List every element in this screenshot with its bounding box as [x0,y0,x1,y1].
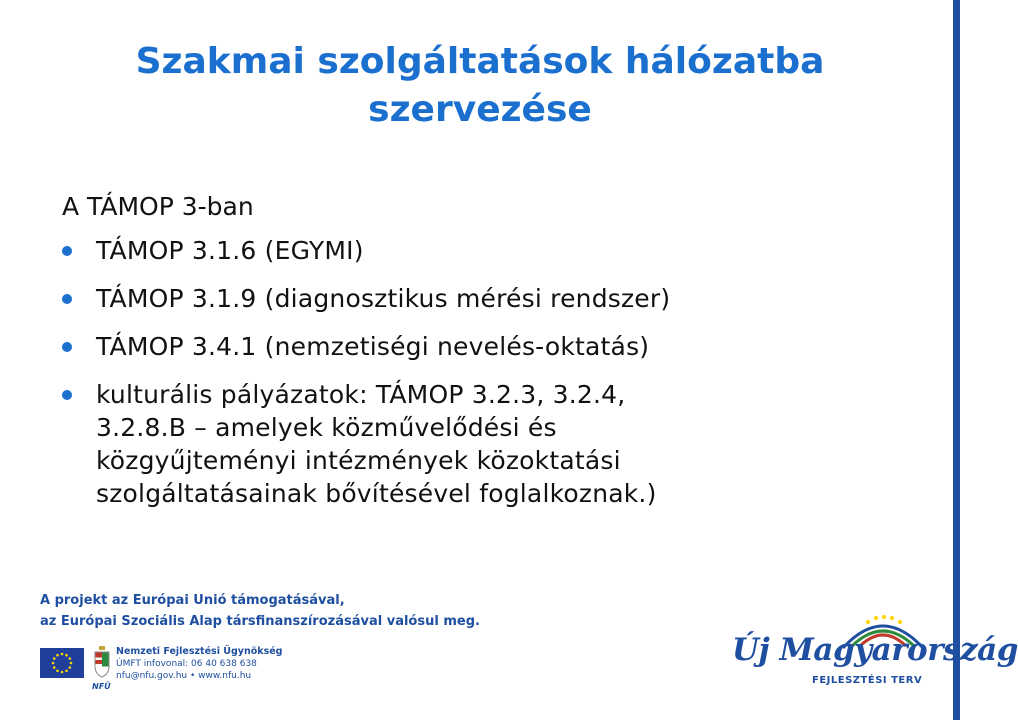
bullet-list [62,234,922,525]
logo-subtitle: FEJLESZTÉSI TERV [812,675,923,686]
bullet-dot-icon [62,246,72,256]
bullet-item [62,282,922,315]
bullet-dot-icon [62,342,72,352]
intro-text: A TÁMOP 3-ban [62,192,254,221]
bullet-text: TÁMOP 3.1.6 (EGYMI) [96,236,364,265]
eu-flag-icon [40,648,84,678]
bullet-text: TÁMOP 3.1.9 (diagnosztikus mérési rendszer) [96,284,671,313]
slide-title [0,38,960,134]
agency-name: Nemzeti Fejlesztési Ügynökség [116,646,283,657]
bullet-text-line: kulturális pályázatok: TÁMOP 3.2.3, 3.2.4, [96,380,626,409]
bullet-text: TÁMOP 3.4.1 (nemzetiségi nevelés-oktatás) [96,332,650,361]
nfu-mark: NFÜ [92,682,111,691]
bullet-text-line: közgyűjteményi intézmények közoktatási [96,446,621,475]
bullet-text-line: 3.2.8.B – amelyek közművelődési és [96,413,557,442]
bullet-item [62,234,922,267]
eu-funding-notice [40,590,480,632]
agency-web: nfu@nfu.gov.hu • www.nfu.hu [116,671,252,681]
uj-magyarorszag-logo [730,610,1018,694]
logo-script-text: Új Magyarország [732,632,1018,668]
nfu-agency-info [116,646,282,682]
title-line-1: Szakmai szolgáltatások hálózatba [135,41,825,82]
bullet-item [62,330,922,363]
funding-line-2: az Európai Szociális Alap társfinanszírozásával valósul meg. [40,614,480,629]
bullet-item [62,378,922,510]
bullet-dot-icon [62,390,72,400]
title-line-2: szervezése [368,89,592,130]
bullet-dot-icon [62,294,72,304]
bullet-text-line: szolgáltatásainak bővítésével foglalkoznak.) [96,479,657,508]
agency-phone: ÚMFT infovonal: 06 40 638 638 [116,659,257,669]
funding-line-1: A projekt az Európai Unió támogatásával, [40,593,345,608]
hungarian-crest-icon [92,646,112,680]
